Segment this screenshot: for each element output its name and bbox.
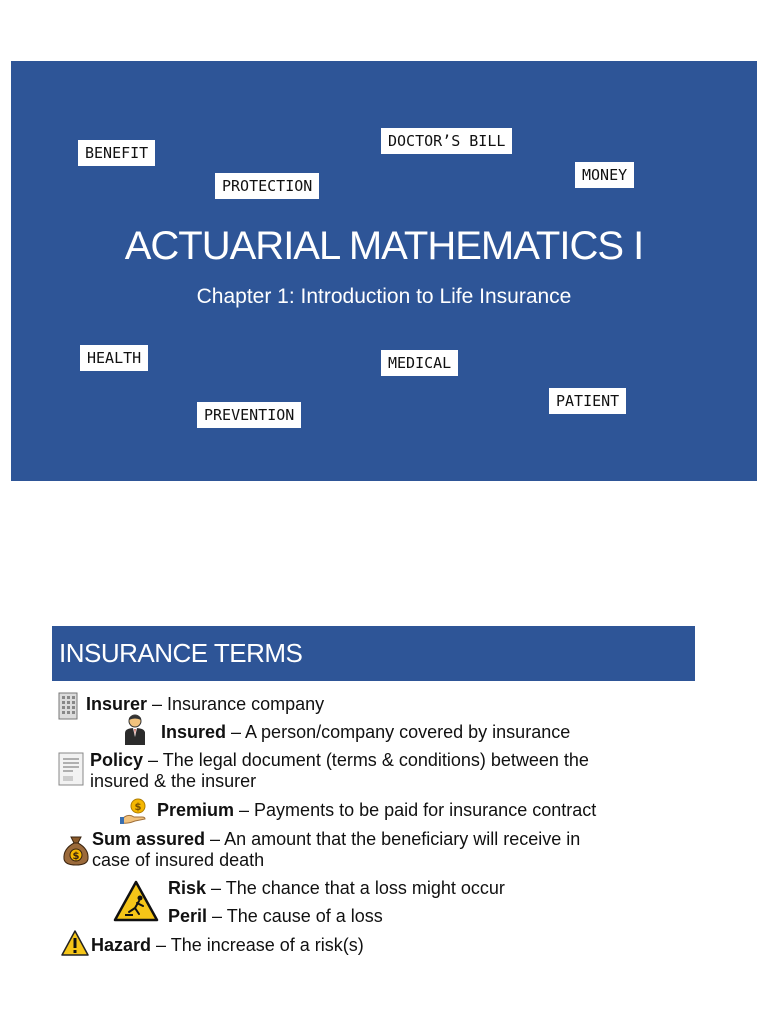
tag-health: HEALTH bbox=[80, 345, 148, 371]
slide-subtitle: Chapter 1: Introduction to Life Insurance bbox=[196, 285, 572, 308]
tag-patient: PATIENT bbox=[549, 388, 626, 414]
title-slide bbox=[11, 61, 757, 481]
term-definition: – The chance that a loss might occur bbox=[206, 878, 505, 898]
term-definition: – Payments to be paid for insurance contract bbox=[234, 800, 597, 820]
term-sum-assured bbox=[92, 829, 580, 871]
term-definition: – An amount that the beneficiary will receive in bbox=[205, 829, 581, 849]
term-risk bbox=[168, 878, 505, 899]
term-insurer bbox=[86, 694, 324, 715]
term-definition: – The cause of a loss bbox=[207, 906, 383, 926]
term-policy bbox=[90, 750, 589, 792]
term-label: Risk bbox=[168, 878, 207, 898]
term-definition: – Insurance company bbox=[147, 694, 325, 714]
term-label: Insurer bbox=[86, 694, 148, 714]
term-definition-cont: insured & the insurer bbox=[90, 771, 257, 791]
building-icon bbox=[57, 691, 79, 721]
term-peril bbox=[168, 906, 383, 927]
term-definition: – The legal document (terms & conditions) between the bbox=[143, 750, 589, 770]
businessman-icon bbox=[122, 713, 148, 747]
document-icon bbox=[57, 751, 85, 787]
section-title: INSURANCE TERMS bbox=[59, 638, 303, 668]
warning-icon bbox=[61, 929, 89, 957]
term-premium bbox=[157, 800, 596, 821]
money-bag-icon bbox=[61, 833, 91, 867]
hand-coin-icon bbox=[120, 797, 150, 825]
term-label: Premium bbox=[157, 800, 235, 820]
tag-money: MONEY bbox=[575, 162, 634, 188]
term-label: Peril bbox=[168, 906, 208, 926]
term-hazard bbox=[91, 935, 364, 956]
section-header bbox=[52, 626, 695, 681]
term-definition: – The increase of a risk(s) bbox=[151, 935, 364, 955]
term-insured bbox=[161, 722, 570, 743]
term-label: Hazard bbox=[91, 935, 152, 955]
tag-prevention: PREVENTION bbox=[197, 402, 301, 428]
slide-title: ACTUARIAL MATHEMATICS I bbox=[124, 224, 644, 268]
term-label: Policy bbox=[90, 750, 144, 770]
tag-medical: MEDICAL bbox=[381, 350, 458, 376]
svg-text:$: $ bbox=[134, 802, 142, 813]
term-definition: – A person/company covered by insurance bbox=[226, 722, 571, 742]
warning-fall-icon bbox=[113, 879, 159, 923]
term-label: Insured bbox=[161, 722, 227, 742]
term-label: Sum assured bbox=[92, 829, 206, 849]
tag-doctors-bill: DOCTOR’S BILL bbox=[381, 128, 512, 154]
term-definition-cont: case of insured death bbox=[92, 850, 265, 870]
tag-benefit: BENEFIT bbox=[78, 140, 155, 166]
svg-text:$: $ bbox=[72, 851, 80, 862]
tag-protection: PROTECTION bbox=[215, 173, 319, 199]
